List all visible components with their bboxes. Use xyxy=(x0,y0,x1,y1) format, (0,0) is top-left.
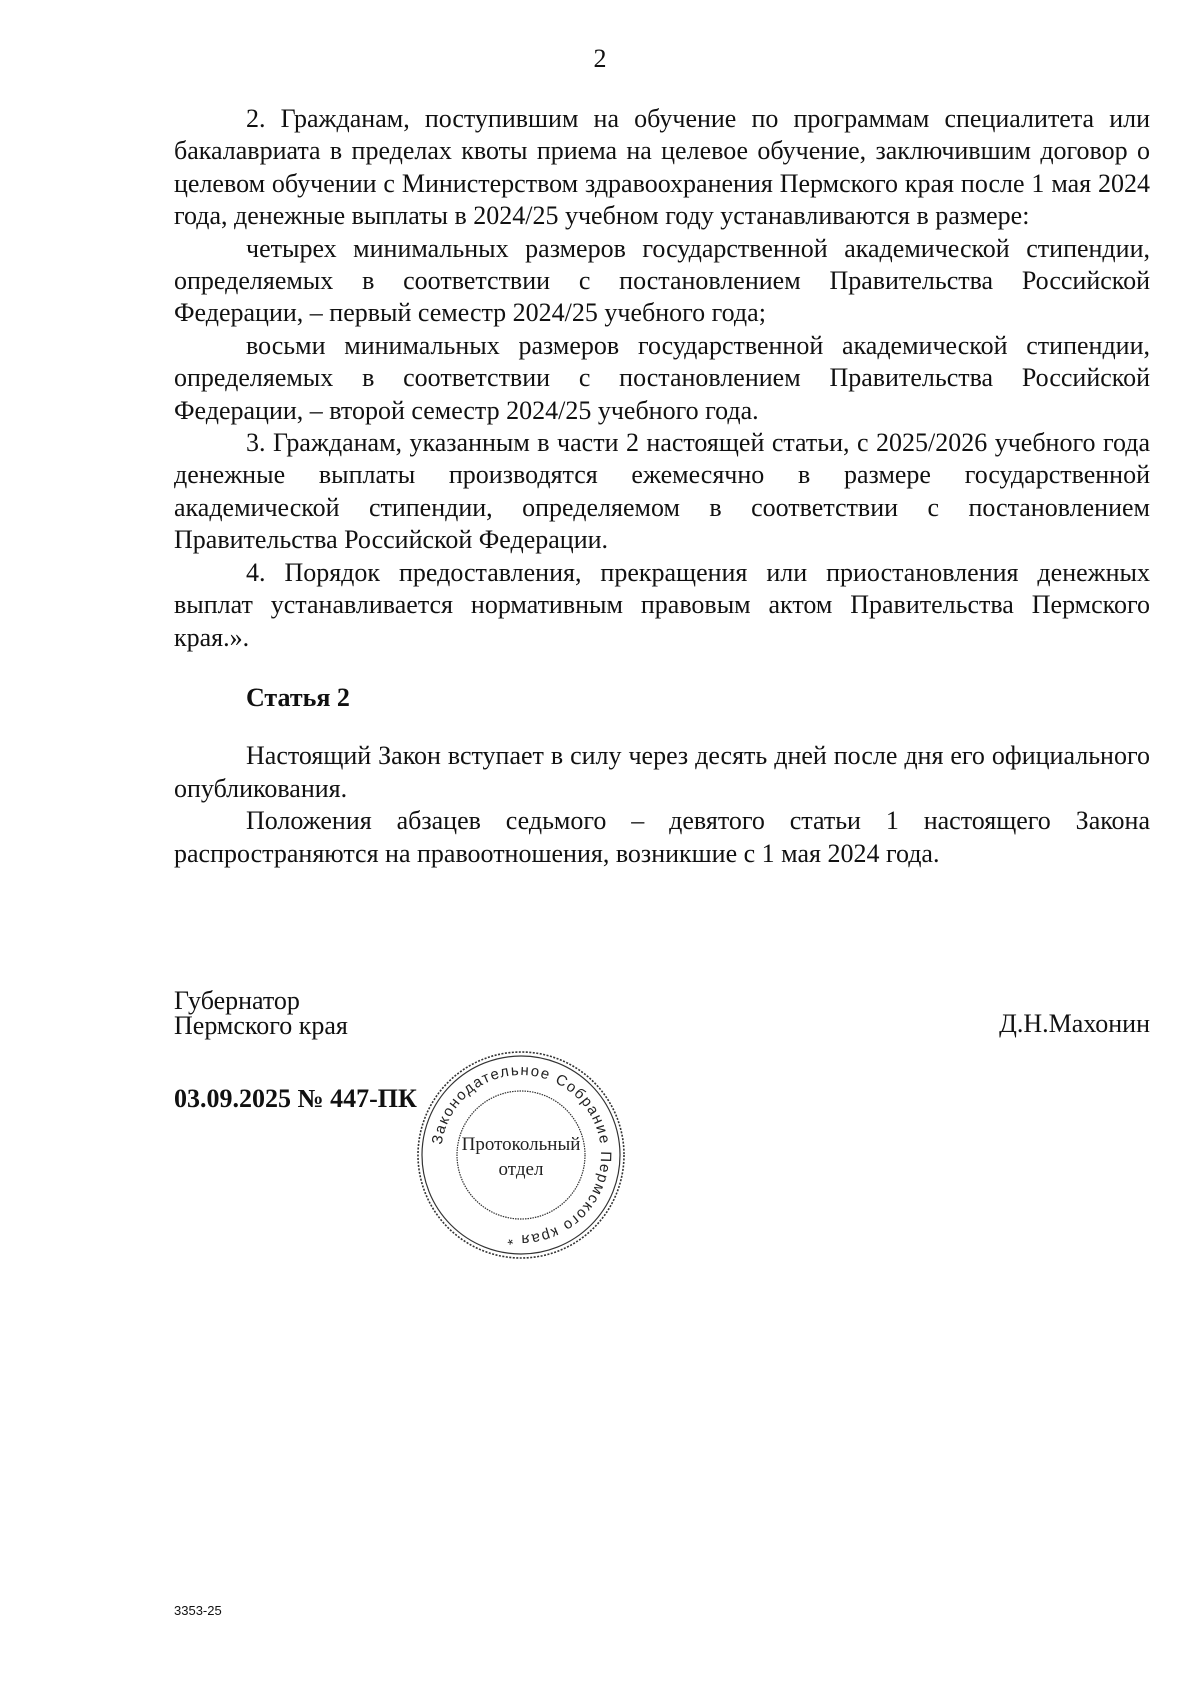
signatory-title-line2: Пермского края xyxy=(174,1011,348,1040)
spacer xyxy=(174,714,1150,740)
signatory-title xyxy=(174,988,348,1038)
article-heading: Статья 2 xyxy=(246,682,350,712)
act-date-number: 03.09.2025 № 447-ПК xyxy=(174,1084,417,1113)
paragraph-part-4: 4. Порядок предоставления, прекращения или приостановления денежных выплат устанавливается нормативным правовым актом Правительства Пермского края.». xyxy=(174,557,1150,652)
paragraph-second-semester: восьми минимальных размеров государственной академической стипендии, определяемых в соответствии с постановлением Правительства Российской Федерации, – второй семестр 2024/25 учебного года. xyxy=(174,330,1150,425)
stamp-center-line2: отдел xyxy=(498,1159,544,1180)
document-body xyxy=(174,103,1150,870)
paragraph-part-2: 2. Гражданам, поступившим на обучение по программам специалитета или бакалавриата в пределах квоты приема на целевое обучение, заключившим договор о целевом обучении с Министерством здравоохранения Пермского края после 1 мая 2024 года, денежные выплаты в 2024/25 учебном году устанавливаются в размере: xyxy=(174,104,1150,231)
paragraph-retroactive: Положения абзацев седьмого – девятого статьи 1 настоящего Закона распространяются на правоотношения, возникшие с 1 мая 2024 года. xyxy=(174,806,1150,868)
stamp-center-line1: Протокольный xyxy=(461,1134,581,1155)
spacer xyxy=(174,654,1150,682)
page-number: 2 xyxy=(593,44,607,73)
paragraph-first-semester: четырех минимальных размеров государственной академической стипендии, определяемых в соответствии с постановлением Правительства Российской Федерации, – первый семестр 2024/25 учебного года; xyxy=(174,233,1150,328)
stamp-seal-icon xyxy=(414,1048,628,1262)
official-stamp xyxy=(414,1048,628,1262)
stamp-ring-text: Законодательное Собрание Пермского края * xyxy=(428,1061,615,1249)
signatory-title-line1: Губернатор xyxy=(174,986,300,1015)
paragraph-part-3: 3. Гражданам, указанным в части 2 настоящей статьи, с 2025/2026 учебного года денежные выплаты производятся ежемесячно в размере государственной академической стипендии, определяемом в соответствии с постановлением Правительства Российской Федерации. xyxy=(174,428,1150,555)
paragraph-effective-date: Настоящий Закон вступает в силу через десять дней после дня его официального опубликования. xyxy=(174,741,1150,803)
document-code: 3353-25 xyxy=(174,1603,222,1618)
signatory-name: Д.Н.Махонин xyxy=(999,1009,1150,1038)
